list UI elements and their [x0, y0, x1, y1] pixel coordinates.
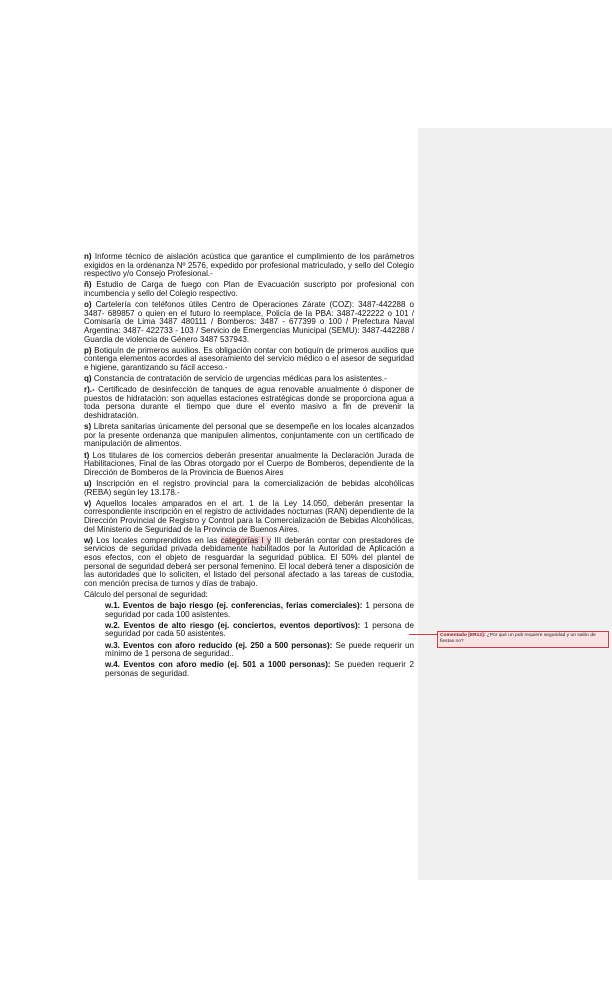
comment-label: Comentado [ER12]:: [440, 633, 486, 638]
security-calc-item: [105, 622, 414, 639]
paragraph-list: [84, 253, 414, 534]
calc-heading: Cálculo del personal de seguridad:: [84, 589, 208, 599]
paragraph: [84, 423, 414, 449]
paragraph-text: Estudio de Carga de fuego con Plan de Evacuación suscripto por profesional con incumbencia y sello del Colegio respectivo.: [84, 280, 414, 298]
calc-item-text: Se pueden requerir 2 personas de seguridad.: [105, 660, 414, 679]
comment-connector-line: [409, 634, 437, 635]
paragraph: [84, 347, 414, 373]
paragraph: [84, 452, 414, 478]
paragraph: [84, 375, 414, 384]
paragraph-text: Certificado de desinfección de tanques de agua renovable anualmente ó disponer de puestos de hidratación: son aquellas estaciones estratégicas donde se proporciona agua a toda persona durante el tiempo que dure el evento masivo a fin de prevenir la deshidratación.: [84, 385, 414, 421]
paragraph-label: o): [84, 300, 92, 310]
paragraph-label: v): [84, 498, 92, 508]
comment-anchor-highlight[interactable]: categorías I y: [220, 535, 272, 545]
paragraph-text: Constancia de contratación de servicio de urgencias médicas para los asistentes.-: [91, 374, 387, 384]
paragraph-label: u): [84, 479, 92, 488]
security-calc-item: [105, 642, 414, 659]
paragraph-text: III deberán contar con prestadores de servicios de seguridad privada debidamente habilitados por la Autoridad de Aplicación a esos efectos, con el objeto de resguardar la seguridad pública. El 50% del plantel de personal de seguridad deberá ser personal femenino. El local deberá tener a disposición de las autoridades que lo soliciten, el listado del personal afectado a las tareas de custodia, con mención precisa de turnos y días de trabajo.: [84, 535, 415, 588]
sub-item-list: [84, 602, 414, 679]
document-body: [84, 253, 414, 681]
paragraph: [84, 500, 414, 534]
paragraph-label: n): [84, 252, 92, 261]
security-calc-item: [105, 661, 414, 678]
paragraph-text: Aquellos locales amparados en el art. 1 de la Ley 14.050, deberán presentar la correspondiente inscripción en el registro de actividades nocturnas (RAN) dependiente de la Dirección Provincial de Registro y Control para la Comercialización de Bebidas Alcohólicas, del Ministerio de Seguridad de la Provincia de Buenos Aires.: [84, 498, 414, 534]
paragraph: [84, 253, 414, 279]
security-calc-item: [105, 602, 414, 619]
calc-item-title: w.3. Eventos con aforo reducido (ej. 250 a 500 personas):: [105, 640, 333, 650]
paragraph: [84, 386, 414, 420]
paragraph-label: w): [84, 535, 93, 545]
calc-item-text: Se puede requerir un mínimo de 1 persona de seguridad..: [105, 640, 415, 659]
paragraph-text: Cartelería con teléfonos útiles Centro de Operaciones Zárate (COZ): 3487-442288 o 3487- 689857 o quien en el futuro lo reemplace, Policía de la PBA: 3487-422222 o 101 / Comisaría de Lima 3487 480111 / Bomberos: 3487 - 677399 o 100 / Prefectura Naval Argentina: 3487- 422733 - 103 / Servicio de Emergencias Municipal (SEMU): 3487-442288 / Guardia de violencia de Género 3487 537943.: [84, 300, 414, 344]
calc-item-text: 1 persona de seguridad por cada 50 asistentes.: [105, 620, 414, 639]
paragraph: [84, 301, 414, 344]
comment-balloon[interactable]: [437, 631, 609, 648]
paragraph-text: Los locales comprendidos en las: [92, 535, 221, 545]
comment-pane: [418, 128, 612, 880]
paragraph: [84, 480, 414, 497]
paragraph-label: t): [84, 450, 90, 460]
paragraph-w: [84, 537, 414, 589]
calc-item-title: w.2. Eventos de alto riesgo (ej. conciertos, eventos deportivos):: [105, 620, 361, 630]
paragraph-text: Inscripción en el registro provincial para la comercialización de bebidas alcohólicas (REBA) según ley 13.178.-: [84, 479, 414, 497]
paragraph-label: r).-: [84, 385, 95, 395]
paragraph-label: q): [84, 374, 92, 384]
paragraph-text: Libreta sanitarias únicamente del personal que se desempeñe en los locales alcanzados por la presente ordenanza que manipulen alimentos, conjuntamente con un certificado de manipulación de alimentos.: [84, 422, 414, 449]
paragraph-text: Botiquín de primeros auxilios. Es obligación contar con botiquín de primeros auxilios que contenga elementos acordes al asesoramiento del servicio médico o el asesor de seguridad e higiene, garantizando su fácil acceso.-: [84, 345, 414, 372]
paragraph-text: Los titulares de los comercios deberán presentar anualmente la Declaración Jurada de Habilitaciones, Final de las Obras otorgado por el Cuerpo de Bomberos, dependiente de la Dirección de Bomberos de la Provincia de Buenos Aires: [84, 450, 414, 477]
calc-item-title: w.1. Eventos de bajo riesgo (ej. conferencias, ferias comerciales):: [105, 601, 363, 611]
calc-item-title: w.4. Eventos con aforo medio (ej. 501 a 1000 personas):: [105, 660, 331, 670]
paragraph: [84, 281, 414, 298]
calc-item-text: 1 persona de seguridad por cada 100 asistentes.: [105, 601, 415, 619]
paragraph-label: p): [84, 345, 92, 355]
paragraph-text: Informe técnico de aislación acústica que garantice el cumplimiento de los parámetros exigidos en la ordenanza Nº 2576, expedido por profesional matriculado, y sello del Colegio respectivo y/o Consejo Profesional.-: [84, 252, 414, 279]
paragraph-label: s): [84, 422, 92, 432]
paragraph-label: ñ): [84, 280, 92, 290]
comment-text: ¿Por qué un pub requiere seguridad y un salón de fiestas no?: [440, 633, 596, 644]
